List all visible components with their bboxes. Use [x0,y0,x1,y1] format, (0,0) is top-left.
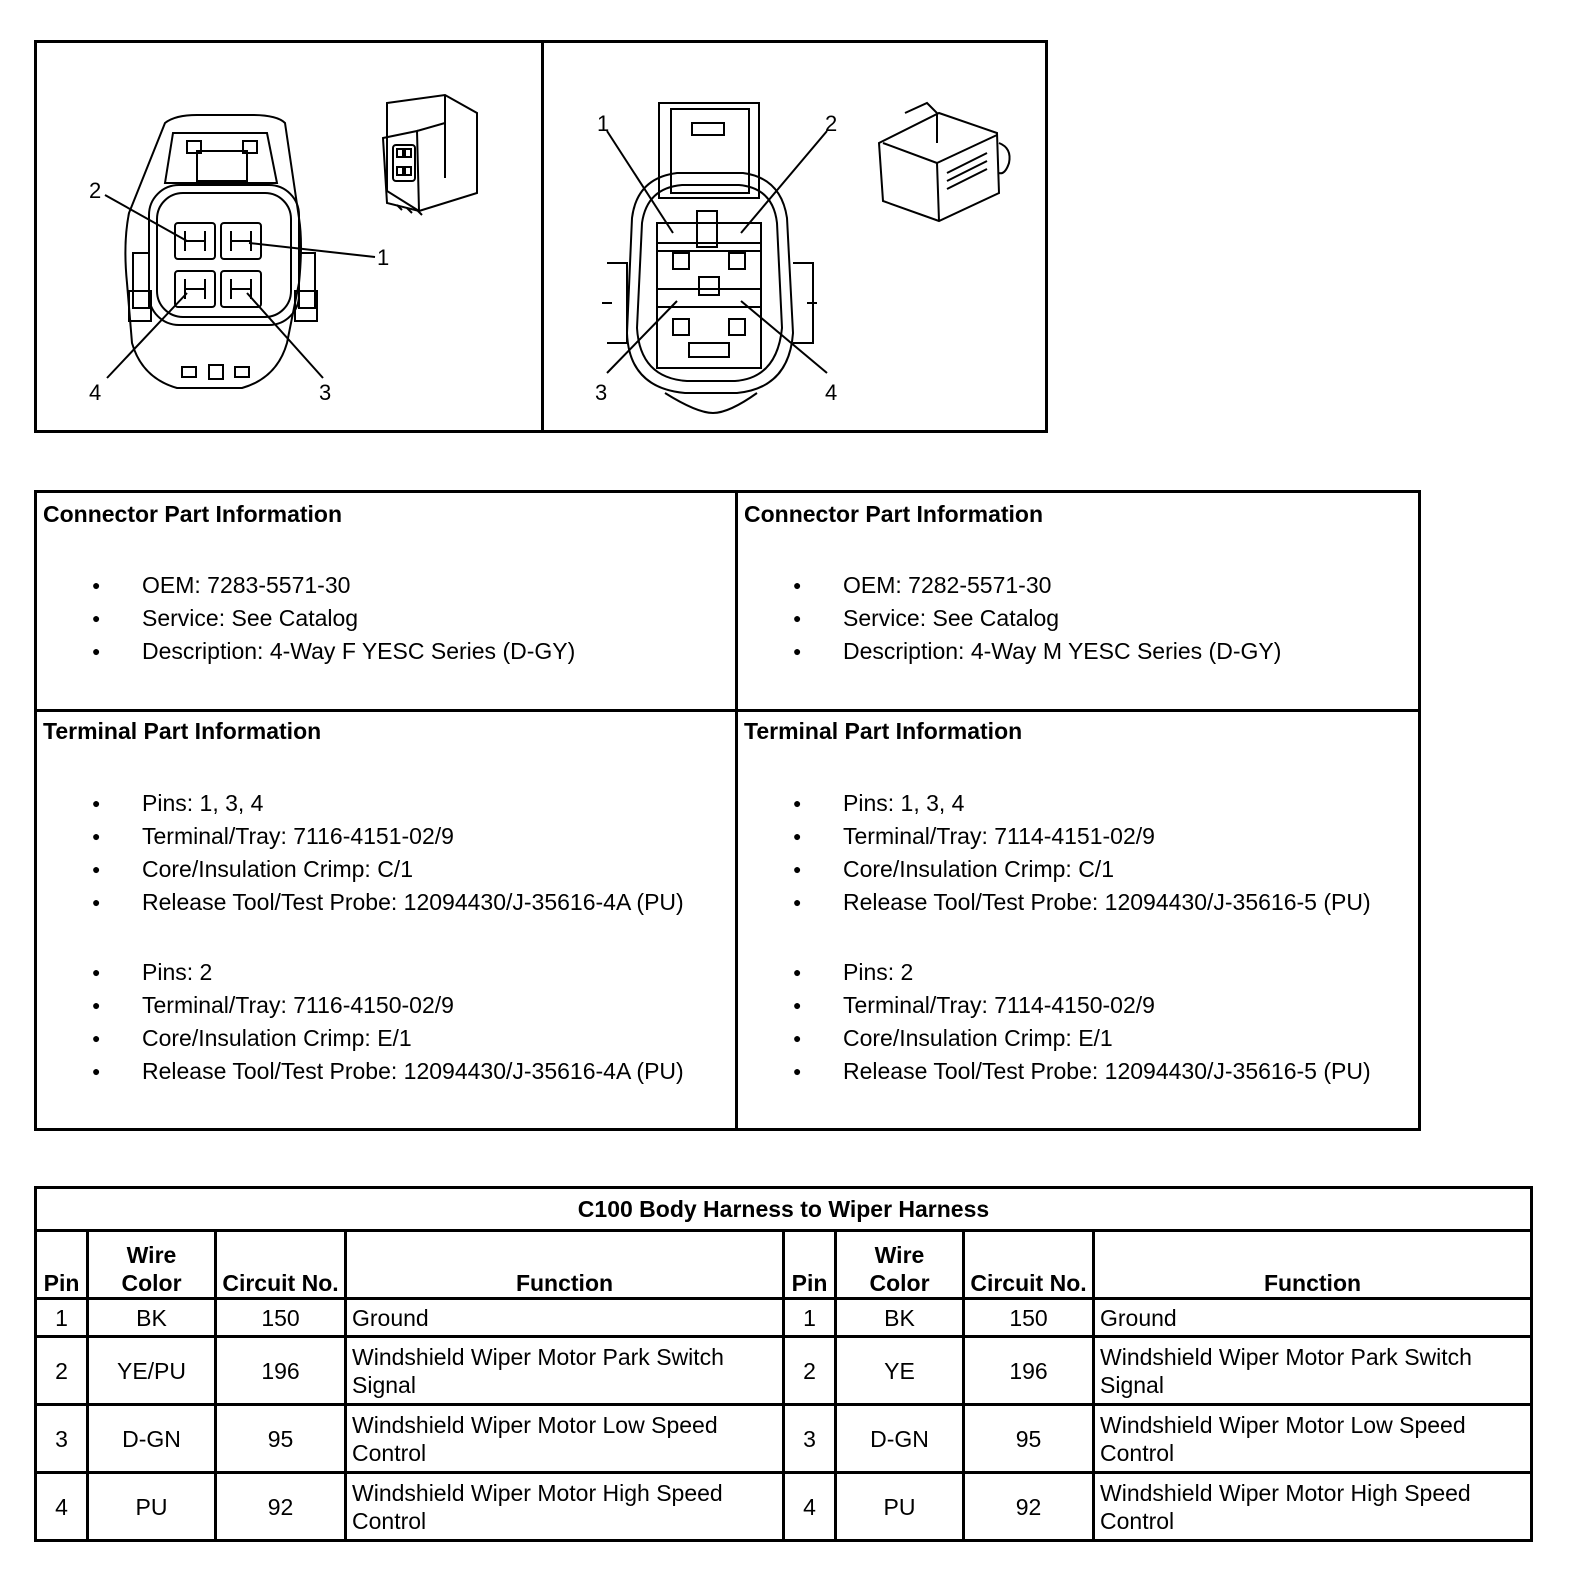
column-header-circuit-no: Circuit No. [964,1231,1094,1299]
list-item: ● Release Tool/Test Probe: 12094430/J-35616-4A (PU) [37,886,684,919]
list-item: ● Release Tool/Test Probe: 12094430/J-35616-5 (PU) [738,1055,1371,1088]
circuit-cell: 92 [216,1473,346,1541]
function-cell: Windshield Wiper Motor Park Switch Signal [346,1337,784,1405]
list-item: ● Terminal/Tray: 7114-4151-02/9 [738,820,1371,853]
list-item: ● Release Tool/Test Probe: 12094430/J-35616-5 (PU) [738,886,1371,919]
male-connector-face [595,103,837,413]
function-cell: Windshield Wiper Motor High Speed Control [346,1473,784,1541]
circuit-cell: 196 [964,1337,1094,1405]
pin-cell: 1 [784,1299,836,1337]
list-item: ● Pins: 1, 3, 4 [738,787,1371,820]
list-item: ● Terminal/Tray: 7114-4150-02/9 [738,989,1371,1022]
column-header-circuit-no: Circuit No. [216,1231,346,1299]
table-row [36,1299,1532,1337]
wire-color-cell: D-GN [836,1405,964,1473]
left-callout-2: 2 [89,178,102,203]
connector-info-female [37,493,735,709]
function-cell: Ground [346,1299,784,1337]
pin-cell: 4 [784,1473,836,1541]
list-item: ● OEM: 7283-5571-30 [37,569,575,602]
pin-cell: 3 [36,1405,88,1473]
right-callout-3: 3 [595,380,608,405]
terminal-info-group-2 [37,956,684,1088]
list-item: ● Terminal/Tray: 7116-4150-02/9 [37,989,684,1022]
pin-cell: 3 [784,1405,836,1473]
wire-color-cell: BK [836,1299,964,1337]
function-cell: Windshield Wiper Motor Low Speed Control [346,1405,784,1473]
column-header-wire-color: Wire Color [88,1231,216,1299]
connector-info-list [37,569,575,668]
list-item: ● Core/Insulation Crimp: C/1 [37,853,684,886]
wire-color-cell: D-GN [88,1405,216,1473]
circuit-cell: 92 [964,1473,1094,1541]
column-header-function: Function [1094,1231,1532,1299]
list-item: ● Description: 4-Way M YESC Series (D-GY) [738,635,1281,668]
connector-diagram-frame [34,40,1048,433]
function-cell: Windshield Wiper Motor Park Switch Signal [1094,1337,1532,1405]
list-item: ● Pins: 2 [738,956,1371,989]
column-header-pin: Pin [784,1231,836,1299]
table-row [36,1473,1532,1541]
connector-info-male [738,493,1418,709]
terminal-info-group-1 [37,787,684,919]
right-callout-1: 1 [597,111,610,136]
circuit-cell: 150 [964,1299,1094,1337]
female-connector-iso-icon [383,95,477,215]
terminal-info-group-1 [738,787,1371,919]
list-item: ● Core/Insulation Crimp: E/1 [738,1022,1371,1055]
circuit-cell: 95 [964,1405,1094,1473]
right-callout-4: 4 [825,380,838,405]
pin-cell: 2 [784,1337,836,1405]
wire-color-cell: PU [836,1473,964,1541]
terminal-info-male [738,712,1418,1128]
right-callout-2: 2 [825,111,838,136]
list-item: ● Terminal/Tray: 7116-4151-02/9 [37,820,684,853]
wire-color-cell: BK [88,1299,216,1337]
list-item: ● Service: See Catalog [738,602,1281,635]
column-header-function: Function [346,1231,784,1299]
wire-color-cell: YE [836,1337,964,1405]
function-cell: Windshield Wiper Motor High Speed Control [1094,1473,1532,1541]
terminal-info-title: Terminal Part Information [43,718,322,744]
terminal-info-title: Terminal Part Information [744,718,1023,744]
circuit-cell: 95 [216,1405,346,1473]
list-item: ● OEM: 7282-5571-30 [738,569,1281,602]
list-item: ● Pins: 1, 3, 4 [37,787,684,820]
connector-info-title: Connector Part Information [43,501,343,527]
left-callout-1: 1 [377,245,390,270]
circuit-cell: 196 [216,1337,346,1405]
function-cell: Windshield Wiper Motor Low Speed Control [1094,1405,1532,1473]
wire-color-cell: YE/PU [88,1337,216,1405]
column-header-wire-color: Wire Color [836,1231,964,1299]
column-header-pin: Pin [36,1231,88,1299]
list-item: ● Service: See Catalog [37,602,575,635]
pinout-caption: C100 Body Harness to Wiper Harness [36,1188,1532,1231]
connector-info-list [738,569,1281,668]
pin-cell: 4 [36,1473,88,1541]
function-cell: Ground [1094,1299,1532,1337]
terminal-info-group-2 [738,956,1371,1088]
connector-info-title: Connector Part Information [744,501,1044,527]
male-connector-iso-icon [879,103,1010,221]
list-item: ● Core/Insulation Crimp: E/1 [37,1022,684,1055]
pinout-table [34,1186,1533,1542]
left-callout-3: 3 [319,380,332,405]
wire-color-cell: PU [88,1473,216,1541]
part-information-table [34,490,1421,1131]
list-item: ● Pins: 2 [37,956,684,989]
table-row [36,1405,1532,1473]
list-item: ● Core/Insulation Crimp: C/1 [738,853,1371,886]
terminal-info-female [37,712,735,1128]
list-item: ● Description: 4-Way F YESC Series (D-GY) [37,635,575,668]
connector-diagram [37,43,1045,430]
pin-cell: 2 [36,1337,88,1405]
female-connector-face [89,115,389,405]
list-item: ● Release Tool/Test Probe: 12094430/J-35616-4A (PU) [37,1055,684,1088]
circuit-cell: 150 [216,1299,346,1337]
table-row [36,1337,1532,1405]
pin-cell: 1 [36,1299,88,1337]
left-callout-4: 4 [89,380,102,405]
